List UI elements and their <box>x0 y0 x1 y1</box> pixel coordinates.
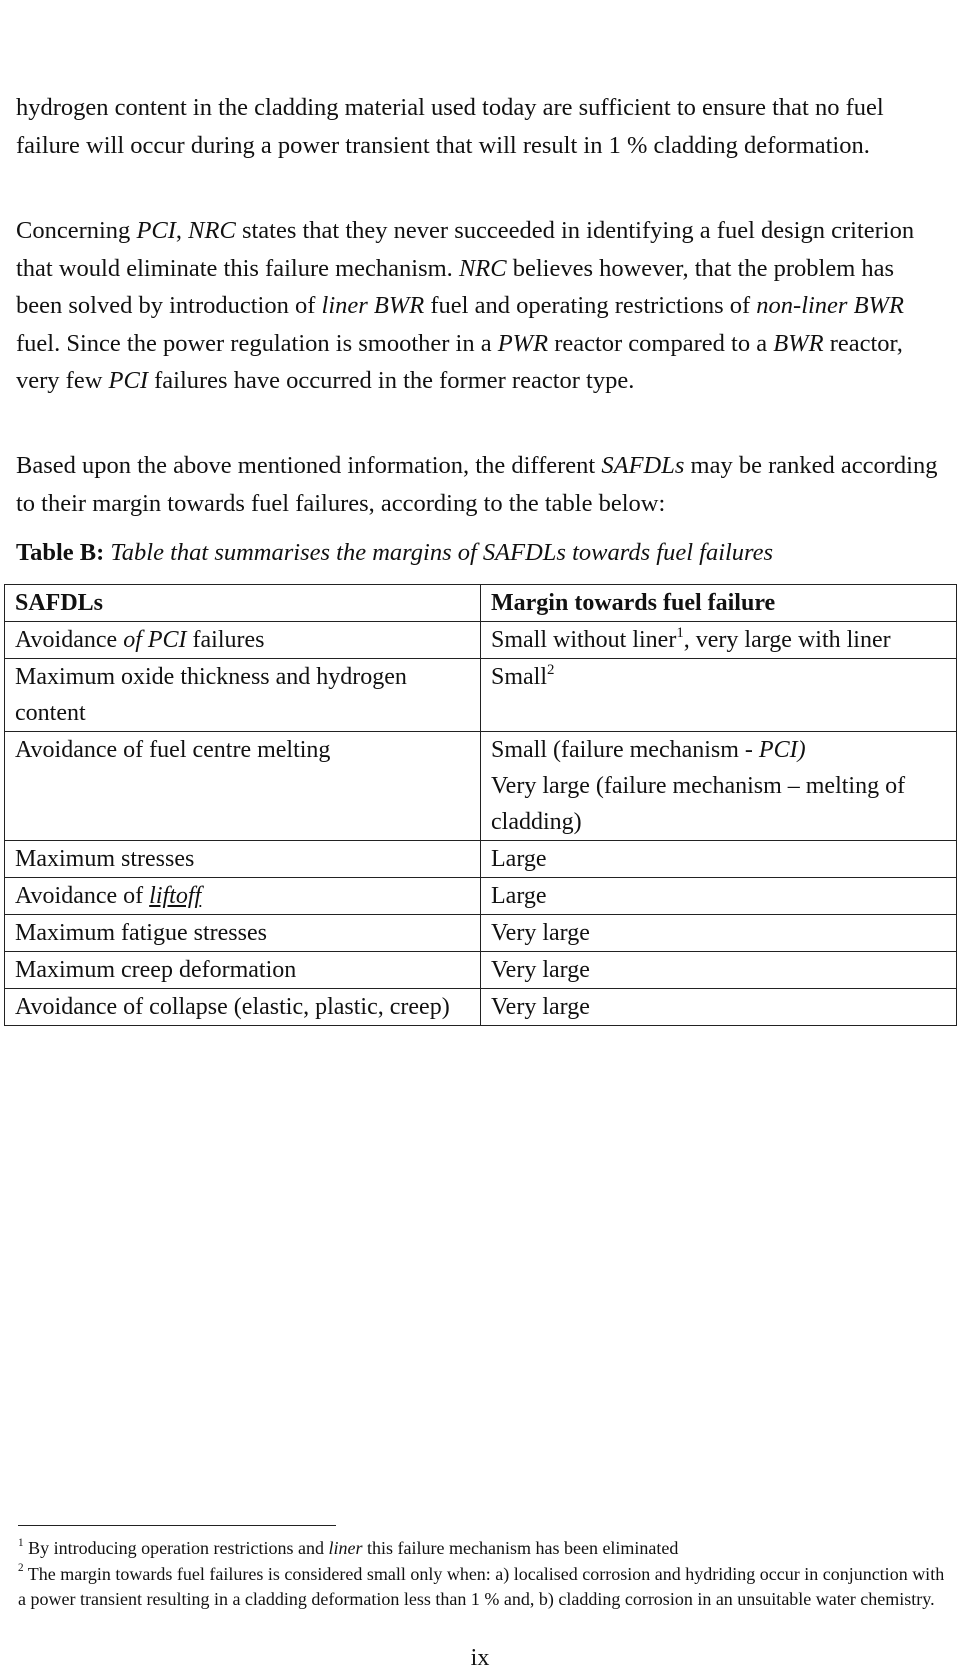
table-cell-margin <box>481 732 957 841</box>
caption-text: Table that summarises the margins of SAFDLs towards fuel failures <box>104 539 774 566</box>
footnote-text: this failure mechanism has been eliminated <box>362 1538 679 1558</box>
text-run: Concerning <box>16 217 137 244</box>
italic-term: liner <box>328 1538 363 1558</box>
footnote-number: 1 <box>18 1536 24 1549</box>
text-run: fuel. Since the power regulation is smoother in a <box>16 329 498 357</box>
table-cell-safdl: Avoidance of fuel centre melting <box>5 732 481 841</box>
text-run: believes however, that the problem has been solved by introduction of <box>16 254 895 319</box>
paragraph-ranking-intro <box>16 447 946 522</box>
table-row <box>5 989 957 1026</box>
footnote-text: The margin towards fuel failures is considered small only when: a) localised corrosion and hydriding occur in conjunction with a power transient resulting in a cladding deformation less than 1 % and, b) cladding corrosion in an unsuitable water chemistry. <box>18 1563 945 1609</box>
text-run: reactor compared to a <box>548 329 774 357</box>
italic-term: PCI <box>108 367 148 394</box>
footnote-ref: 2 <box>547 661 555 678</box>
italic-term: PCI) <box>758 737 806 763</box>
footnote-ref: 1 <box>676 624 684 641</box>
table-header-row <box>5 585 957 622</box>
table-cell-safdl: Maximum oxide thickness and hydrogen content <box>5 659 481 732</box>
table-cell-margin <box>481 622 957 659</box>
table-row <box>5 841 957 878</box>
table-row <box>5 622 957 659</box>
text-run: fuel and operating restrictions of <box>424 292 757 319</box>
italic-term: of PCI <box>123 627 187 653</box>
text-run: states that they never succeeded in identifying a fuel design criterion that would eliminate this failure mechanism. <box>16 217 915 282</box>
text-run: Based upon the above mentioned information, the different <box>16 452 602 479</box>
text-run: , <box>175 217 189 244</box>
italic-term: NRC <box>188 217 236 244</box>
footnote-text: By introducing operation restrictions and <box>23 1538 329 1558</box>
table-cell-margin: Large <box>481 841 957 878</box>
safdl-margins-table <box>4 584 957 1026</box>
cell-text: failures <box>186 627 265 653</box>
table-caption <box>16 534 946 572</box>
paragraph-pci-nrc <box>16 212 946 400</box>
table-cell-margin: Very large <box>481 989 957 1026</box>
table-row <box>5 732 957 841</box>
footnote-2 <box>18 1562 948 1613</box>
table-cell-safdl: Maximum creep deformation <box>5 952 481 989</box>
footnote-divider <box>18 1525 336 1526</box>
paragraph-hydrogen-content <box>16 89 946 164</box>
table-cell-margin: Very large <box>481 915 957 952</box>
cell-text: Avoidance <box>15 627 124 653</box>
italic-term: non-liner BWR <box>756 292 904 319</box>
footnote-1 <box>18 1536 948 1562</box>
text-run: may be ranked according to their margin towards fuel failures, according to the table below: <box>16 452 938 517</box>
table-cell-margin: Large <box>481 878 957 915</box>
cell-text: Small without liner <box>491 627 677 653</box>
cell-text: Very large (failure mechanism – melting of cladding) <box>491 773 906 835</box>
italic-term: PCI <box>136 217 176 244</box>
italic-term: PWR <box>497 329 549 357</box>
table-row <box>5 878 957 915</box>
page-number: ix <box>470 1645 490 1671</box>
table-row <box>5 659 957 732</box>
cell-text: Avoidance of <box>15 883 150 909</box>
table-row <box>5 915 957 952</box>
cell-text: Small <box>491 664 548 690</box>
table-cell-safdl <box>5 622 481 659</box>
table-cell-safdl <box>5 878 481 915</box>
table-cell-margin <box>481 659 957 732</box>
table-cell-safdl: Maximum stresses <box>5 841 481 878</box>
paragraph-text: hydrogen content in the cladding material used today are sufficient to ensure that no fuel failure will occur during a power transient that will result in 1 % cladding deformation. <box>16 94 884 159</box>
footnotes <box>18 1536 948 1613</box>
header-safdls: SAFDLs <box>5 585 481 622</box>
italic-term: liftoff <box>149 883 202 909</box>
table-cell-safdl: Maximum fatigue stresses <box>5 915 481 952</box>
italic-term: liner BWR <box>321 292 425 319</box>
caption-label: Table B: <box>16 539 105 566</box>
cell-text: , very large with liner <box>683 627 891 653</box>
italic-term: BWR <box>773 329 824 357</box>
text-run: failures have occurred in the former reactor type. <box>147 367 635 394</box>
italic-term: SAFDLs <box>601 452 685 479</box>
cell-text: Small (failure mechanism - <box>491 737 759 763</box>
table-row <box>5 952 957 989</box>
table-cell-margin: Very large <box>481 952 957 989</box>
text-run: reactor, very few <box>16 329 903 394</box>
table-cell-safdl: Avoidance of collapse (elastic, plastic, creep) <box>5 989 481 1026</box>
header-margin: Margin towards fuel failure <box>481 585 957 622</box>
footnote-number: 2 <box>18 1562 24 1575</box>
italic-term: NRC <box>458 254 507 282</box>
